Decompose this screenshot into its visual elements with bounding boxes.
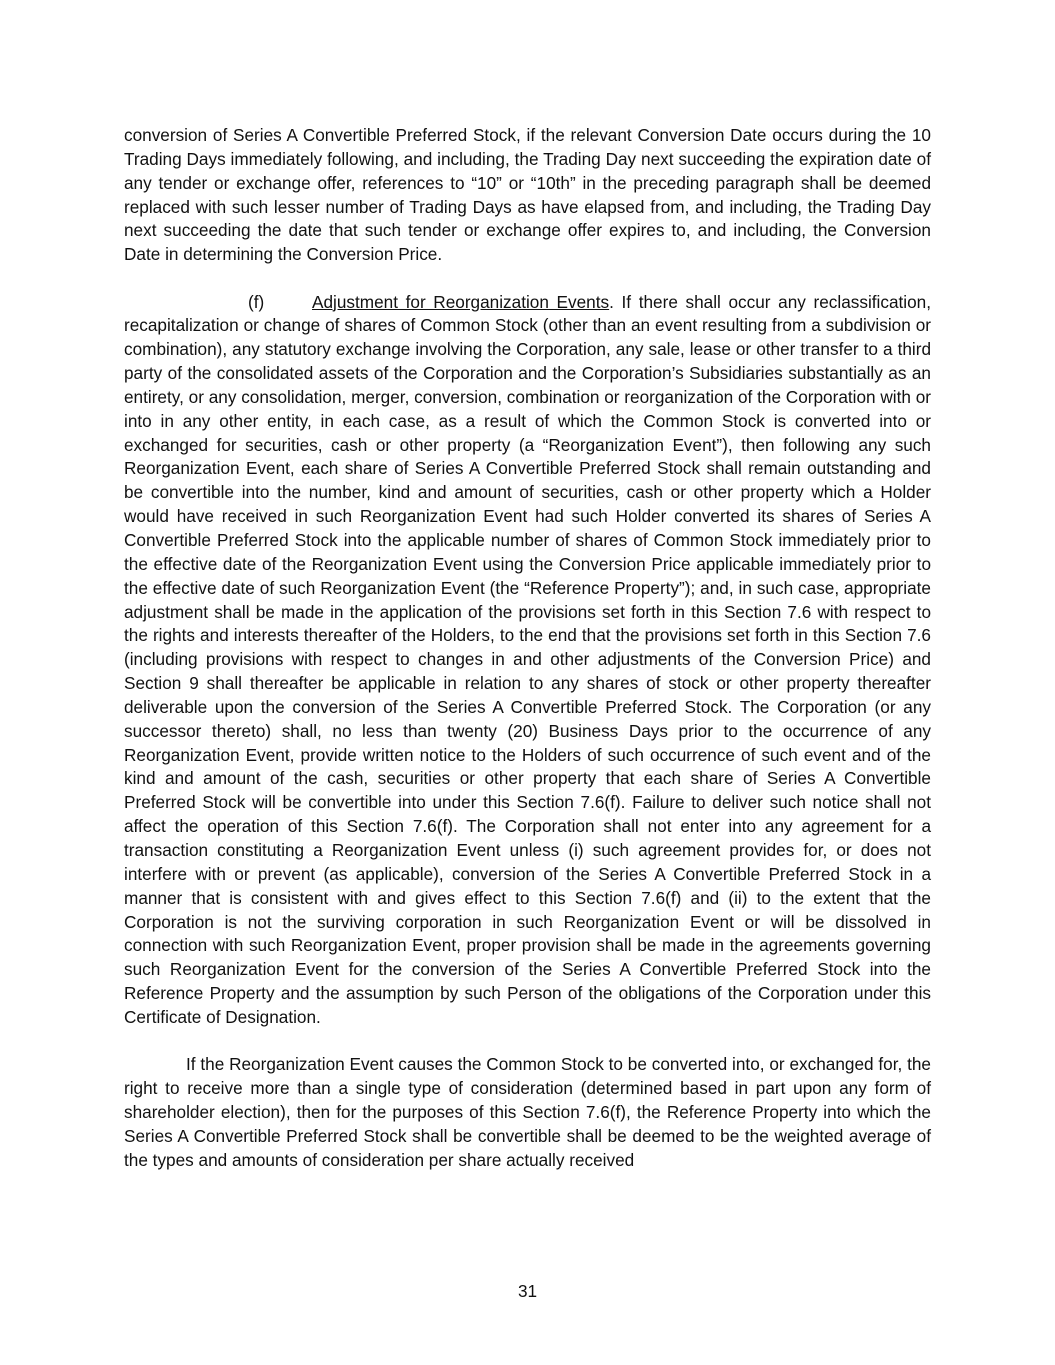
page-number: 31 bbox=[517, 1281, 538, 1301]
paragraph-weighted-average: If the Reorganization Event causes the Common Stock to be converted into, or exchanged for, the right to receive more than a single type of consideration (determined based in part upon any form of shareholder election), then for the purposes of this Section 7.6(f), the Reference Property into which the Series A Convertible Preferred Stock shall be convertible shall be deemed to be the weighted average of the types and amounts of consideration per share actually received bbox=[124, 1054, 931, 1170]
section-f-paragraph bbox=[124, 291, 931, 1030]
paragraph-conversion-date: conversion of Series A Convertible Preferred Stock, if the relevant Conversion Date occurs during the 10 Trading Days immediately following, and including, the Trading Day next succeeding the expiration date of any tender or exchange offer, references to “10” or “10th” in the preceding paragraph shall be deemed replaced with such lesser number of Trading Days as have elapsed from, and including, the Trading Day next succeeding the date that such tender or exchange offer expires to, and including, the Conversion Date in determining the Conversion Price. bbox=[124, 125, 931, 265]
section-f-heading: Adjustment for Reorganization Events bbox=[312, 291, 610, 312]
section-f-body: . If there shall occur any reclassification, recapitalization or change of shares of Common Stock (other than an event resulting from a subdivision or combination), any statutory exchange involving the Corporation, any sale, lease or other transfer to a third party of the consolidated assets of the Corporation and the Corporation’s Subsidiaries substantially as an entirety, or any consolidation, merger, conversion, combination or reorganization of the Corporation with or into in any other entity, in each case, as a result of which the Common Stock is converted into or exchanged for securities, cash or other property (a “Reorganization Event”), then following any such Reorganization Event, each share of Series A Convertible Preferred Stock shall remain outstanding and be convertible into the number, kind and amount of securities, cash or other property which a Holder would have received in such Reorganization Event had such Holder converted its shares of Series A Convertible Preferred Stock into the applicable number of shares of Common Stock immediately prior to the effective date of the Reorganization Event using the Conversion Price applicable immediately prior to the effective date of such Reorganization Event (the “Reference Property”); and, in such case, appropriate adjustment shall be made in the application of the provisions set forth in this Section 7.6 with respect to the rights and interests thereafter of the Holders, to the end that the provisions set forth in this Section 7.6 (including provisions with respect to changes in and other adjustments of the Conversion Price) and Section 9 shall thereafter be applicable in relation to any shares of stock or other property thereafter deliverable upon the conversion of the Series A Convertible Preferred Stock. The Corporation (or any successor thereto) shall, no less than twenty (20) Business Days prior to the occurrence of any Reorganization Event, provide written notice to the Holders of such occurrence of such event and of the kind and amount of the cash, securities or other property that each share of Series A Convertible Preferred Stock will be convertible into under this Section 7.6(f). Failure to deliver such notice shall not affect the operation of this Section 7.6(f). The Corporation shall not enter into any agreement for a transaction constituting a Reorganization Event unless (i) such agreement provides for, or does not interfere with or prevent (as applicable), conversion of the Series A Convertible Preferred Stock in a manner that is consistent with and gives effect to this Section 7.6(f) and (ii) to the extent that the Corporation is not the surviving corporation in such Reorganization Event or will be dissolved in connection with such Reorganization Event, proper provision shall be made in the agreements governing such Reorganization Event for the conversion of the Series A Convertible Preferred Stock into the Reference Property and the assumption by such Person of the obligations of the Corporation under this Certificate of Designation. bbox=[124, 291, 931, 1027]
section-f-label: (f) bbox=[248, 291, 265, 312]
document-page bbox=[124, 124, 931, 1172]
